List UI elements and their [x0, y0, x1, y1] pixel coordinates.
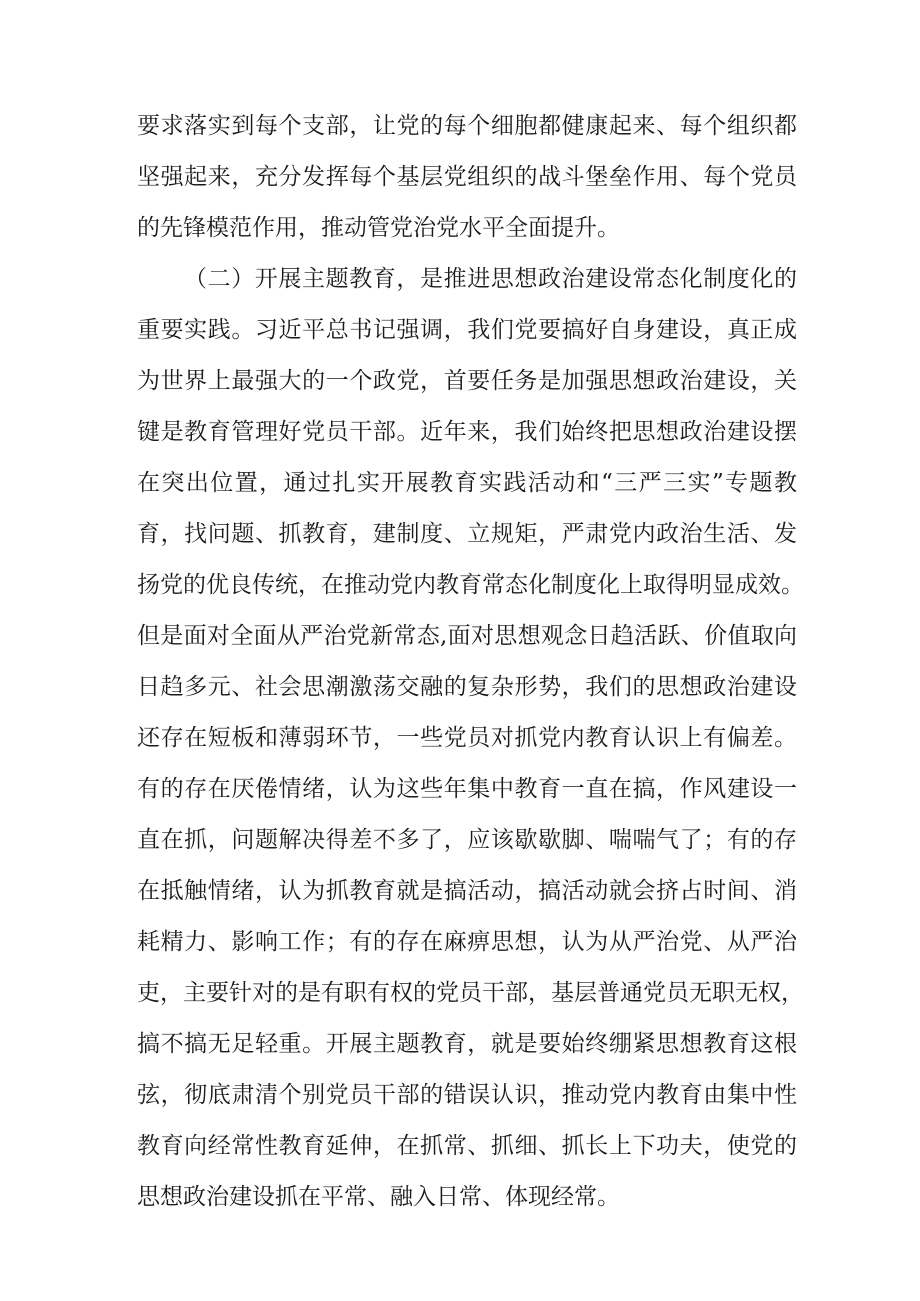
text-line: 弦，彻底肃清个别党员干部的错误认识，推动党内教育由集中性 [137, 1082, 797, 1108]
text-line: 要求落实到每个支部，让党的每个细胞都健康起来、每个组织都 [137, 113, 797, 139]
section-heading-line: （二）开展主题教育，是推进思想政治建设常态化制度化的 [184, 266, 797, 292]
text-line: 日趋多元、社会思潮激荡交融的复杂形势，我们的思想政治建设 [137, 674, 797, 700]
text-line: 还存在短板和薄弱环节，一些党员对抓党内教育认识上有偏差。 [137, 725, 797, 751]
text-line: 思想政治建设抓在平常、融入日常、体现经常。 [137, 1184, 620, 1210]
text-line: 教育向经常性教育延伸，在抓常、抓细、抓长上下功夫，使党的 [137, 1133, 797, 1159]
text-line: 重要实践。习近平总书记强调，我们党要搞好自身建设，真正成 [137, 317, 797, 343]
text-line: 耗精力、影响工作；有的存在麻痹思想，认为从严治党、从严治 [137, 929, 797, 955]
text-line: 坚强起来，充分发挥每个基层党组织的战斗堡垒作用、每个党员 [137, 164, 797, 190]
text-line: 在抵触情绪，认为抓教育就是搞活动，搞活动就会挤占时间、消 [137, 878, 797, 904]
text-line: 直在抓，问题解决得差不多了，应该歇歇脚、喘喘气了；有的存 [137, 827, 797, 853]
text-line: 但是面对全面从严治党新常态,面对思想观念日趋活跃、价值取向 [137, 623, 797, 649]
text-line: 在突出位置，通过扎实开展教育实践活动和“三严三实”专题教 [137, 470, 797, 496]
text-line: 的先锋模范作用，推动管党治党水平全面提升。 [137, 215, 620, 241]
text-line: 搞不搞无足轻重。开展主题教育，就是要始终绷紧思想教育这根 [137, 1031, 797, 1057]
text-line: 育，找问题、抓教育，建制度、立规矩，严肃党内政治生活、发 [137, 521, 797, 547]
text-line: 为世界上最强大的一个政党，首要任务是加强思想政治建设，关 [137, 368, 797, 394]
text-line: 扬党的优良传统，在推动党内教育常态化制度化上取得明显成效。 [137, 572, 804, 598]
text-line: 键是教育管理好党员干部。近年来，我们始终把思想政治建设摆 [137, 419, 797, 445]
text-line: 有的存在厌倦情绪，认为这些年集中教育一直在搞，作风建设一 [137, 776, 797, 802]
text-line: 吏，主要针对的是有职有权的党员干部，基层普通党员无职无权， [137, 980, 804, 1006]
